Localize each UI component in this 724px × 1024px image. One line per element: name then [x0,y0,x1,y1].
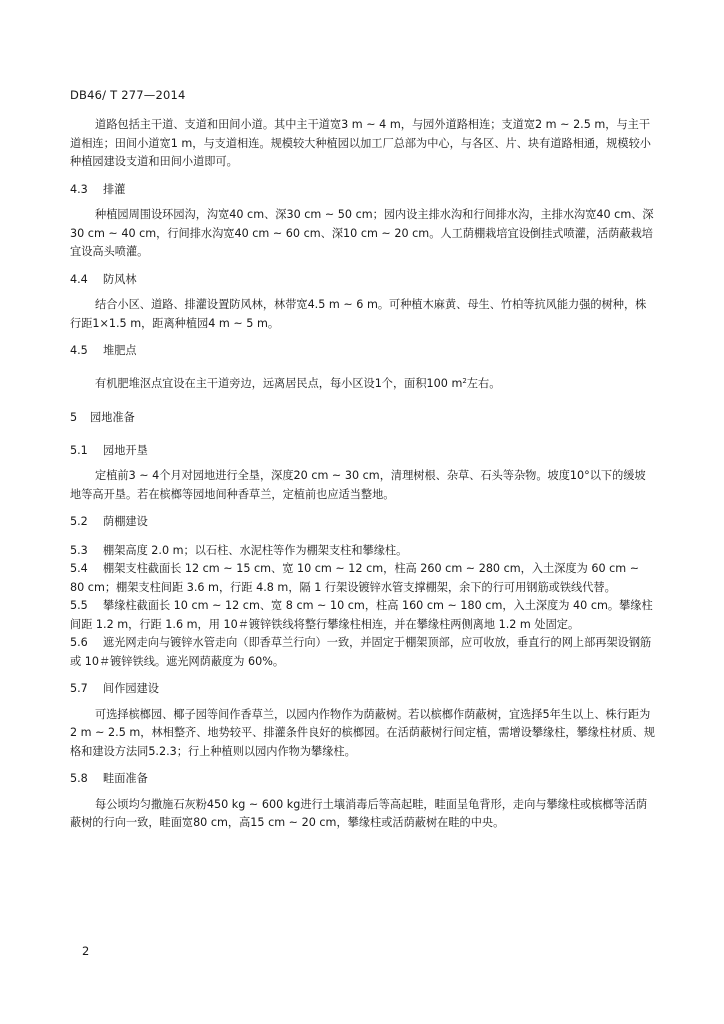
document-code-header: DB46/ T 277—2014 [70,88,186,102]
section-title: 间作园建设 [103,682,159,695]
section-title: 园地开垦 [103,443,148,457]
section-number: 4.4 [70,272,88,286]
item-5-5 [70,597,656,634]
paragraph-reclamation: 定植前3 ~ 4个月对园地进行全垦，深度20 cm ~ 30 cm，清理树根、杂草、石头等杂物。坡度10°以下的缓坡地等高开垦。若在槟榔等园地间种香草兰，定植前也应适当整地。 [70,469,646,501]
section-title: 堆肥点 [103,344,137,357]
paragraph-windbreak: 结合小区、道路、排灌设置防风林，林带宽4.5 m ~ 6 m。可种植木麻黄、母生、竹柏等抗风能力强的树种，株行距1×1.5 m，距离种植园4 m ~ 5 m。 [70,298,647,330]
paragraph-irrigation: 种植园周围设环园沟，沟宽40 cm、深30 cm ~ 50 cm；园内设主排水沟和行间排水沟，主排水沟宽40 cm、深30 cm ~ 40 cm，行间排水沟宽40 cm ~ 60 cm、深10 cm ~ 20 cm。人工荫棚栽培宜设倒挂式喷灌，活荫蔽栽培宜设高头喷灌。 [70,208,654,258]
item-text: 棚架高度 2.0 m；以石柱、水泥柱等作为棚架支柱和攀缘柱。 [103,543,408,557]
heading-5-8 [70,770,656,789]
heading-4-5 [70,342,656,361]
item-number: 5.6 [70,636,88,649]
document-body [70,116,656,833]
paragraph-compost [70,375,656,394]
item-text: 遮光网走向与镀锌水管走向（即香草兰行向）一致，并固定于棚架顶部，应可收放，垂直行的网上部再架设钢筋或 10＃镀锌铁线。遮光网荫蔽度为 60%。 [70,636,652,668]
paragraph-roads: 道路包括主干道、支道和田间小道。其中主干道宽3 m ~ 4 m，与园外道路相连；支道宽2 m ~ 2.5 m，与主干道相连；田间小道宽1 m，与支道相连。规模较大种植园以加工厂总部为中心，与各区、片、块有道路相通，规模较小种植园建设支道和田间小道即可。 [70,118,651,168]
item-5-4 [70,560,656,597]
compost-text: 有机肥堆沤点宜设在主干道旁边，远离居民点，每小区设1个，面积100 m [95,376,463,390]
section-number: 5.8 [70,772,88,785]
section-number: 5 [70,411,78,424]
heading-4-3 [70,181,656,200]
paragraph-bed-preparation: 每公顷均匀撒施石灰粉450 kg ~ 600 kg进行土壤消毒后等高起畦，畦面呈龟背形，走向与攀缘柱或槟榔等活荫蔽树的行向一致，畦面宽80 cm，高15 cm ~ 20 cm，攀缘柱或活荫蔽树在畦的中央。 [70,797,648,829]
paragraph-intercropping: 可选择槟榔园、椰子园等间作香草兰，以园内作物作为荫蔽树。若以槟榔作荫蔽树，宜选择5年生以上、株行距为2 m ~ 2.5 m，林相整齐、地势较平、排灌条件良好的槟榔园。在活荫蔽树行间定植，需增设攀缘柱，攀缘柱材质、规格和建设方法同5.2.3；行上种植则以园内作物为攀缘柱。 [70,707,655,758]
section-title: 畦面准备 [103,772,148,785]
section-number: 4.3 [70,182,88,196]
heading-4-4 [70,271,656,290]
compost-text-end: 左右。 [466,376,501,390]
item-number: 5.4 [70,562,88,575]
section-title: 排灌 [103,182,126,196]
heading-5-2 [70,513,656,532]
item-text: 攀缘柱截面长 10 cm ~ 12 cm、宽 8 cm ~ 10 cm，柱高 160 cm ~ 180 cm，入土深度为 40 cm。攀缘柱间距 1.2 m，行距 1.6 m，用 10＃镀锌铁线将整行攀缘柱相连，并在攀缘柱两侧离地 1.2 m 处固定。 [70,599,653,631]
section-title: 防风林 [103,272,137,286]
section-number: 4.5 [70,344,88,357]
item-5-3 [70,542,656,561]
item-number: 5.3 [70,543,88,557]
page-number: 2 [82,944,90,958]
heading-5-1 [70,442,656,461]
item-text: 棚架支柱截面长 12 cm ~ 15 cm、宽 10 cm ~ 12 cm，柱高 260 cm ~ 280 cm，入土深度为 60 cm ~ 80 cm；棚架支柱间距 3.6 m，行距 4.8 m，隔 1 行架设镀锌水管支撑棚架，余下的行可用钢筋或铁线代替。 [70,562,640,594]
section-title: 园地准备 [90,411,135,424]
section-number: 5.2 [70,515,88,528]
heading-5 [70,409,656,428]
superscript-2: 2 [462,376,467,385]
heading-5-7 [70,680,656,699]
item-5-6 [70,634,656,671]
section-number: 5.1 [70,443,88,457]
section-title: 荫棚建设 [103,515,148,528]
section-number: 5.7 [70,682,88,695]
item-number: 5.5 [70,599,88,612]
